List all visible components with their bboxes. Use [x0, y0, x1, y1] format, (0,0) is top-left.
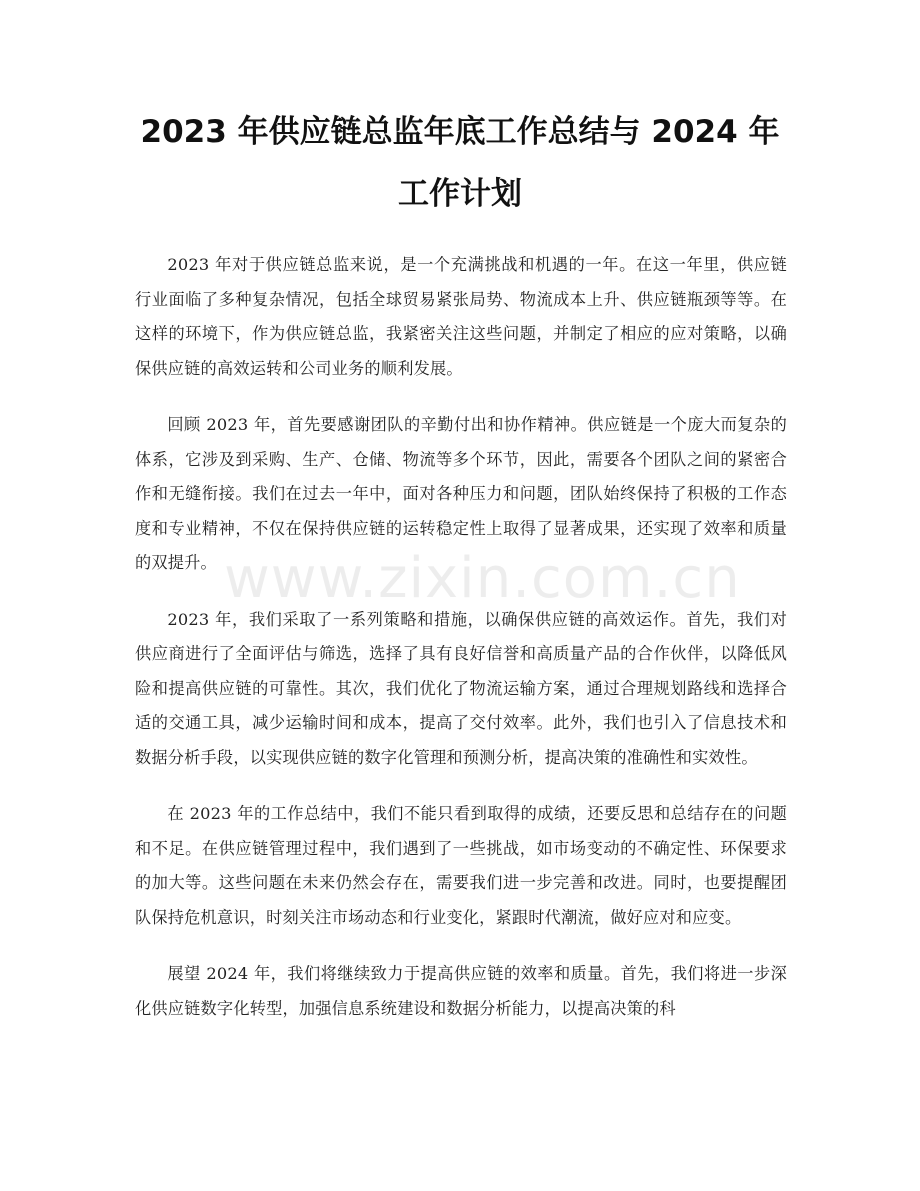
paragraph-2: 回顾 2023 年，首先要感谢团队的辛勤付出和协作精神。供应链是一个庞大而复杂的体系，它涉及到采购、生产、仓储、物流等多个环节，因此，需要各个团队之间的紧密合作和无缝衔接。我们在过去一年中，面对各种压力和问题，团队始终保持了积极的工作态度和专业精神，不仅在保持供应链的运转稳定性上取得了显著成果，还实现了效率和质量的双提升。	[135, 415, 787, 572]
paragraph-1: 2023 年对于供应链总监来说，是一个充满挑战和机遇的一年。在这一年里，供应链行业面临了多种复杂情况，包括全球贸易紧张局势、物流成本上升、供应链瓶颈等等。在这样的环境下，作为供应链总监，我紧密关注这些问题，并制定了相应的应对策略，以确保供应链的高效运转和公司业务的顺利发展。	[135, 255, 787, 378]
paragraph-3: 2023 年，我们采取了一系列策略和措施，以确保供应链的高效运作。首先，我们对供应商进行了全面评估与筛选，选择了具有良好信誉和高质量产品的合作伙伴，以降低风险和提高供应链的可靠性。其次，我们优化了物流运输方案，通过合理规划路线和选择合适的交通工具，减少运输时间和成本，提高了交付效率。此外，我们也引入了信息技术和数据分析手段，以实现供应链的数字化管理和预测分析，提高决策的准确性和实效性。	[135, 609, 787, 767]
document-title-line-1: 2023 年供应链总监年底工作总结与 2024 年	[140, 114, 780, 150]
document-title-line-2: 工作计划	[398, 176, 522, 212]
watermark-text: www.zixin.com.cn	[224, 546, 741, 611]
paragraph-5: 展望 2024 年，我们将继续致力于提高供应链的效率和质量。首先，我们将进一步深化供应链数字化转型，加强信息系统建设和数据分析能力，以提高决策的科	[135, 964, 787, 1018]
document-body	[135, 248, 787, 1048]
paragraph-4: 在 2023 年的工作总结中，我们不能只看到取得的成绩，还要反思和总结存在的问题和不足。在供应链管理过程中，我们遇到了一些挑战，如市场变动的不确定性、环保要求的加大等。这些问题在未来仍然会存在，需要我们进一步完善和改进。同时，也要提醒团队保持危机意识，时刻关注市场动态和行业变化，紧跟时代潮流，做好应对和应变。	[135, 804, 787, 927]
